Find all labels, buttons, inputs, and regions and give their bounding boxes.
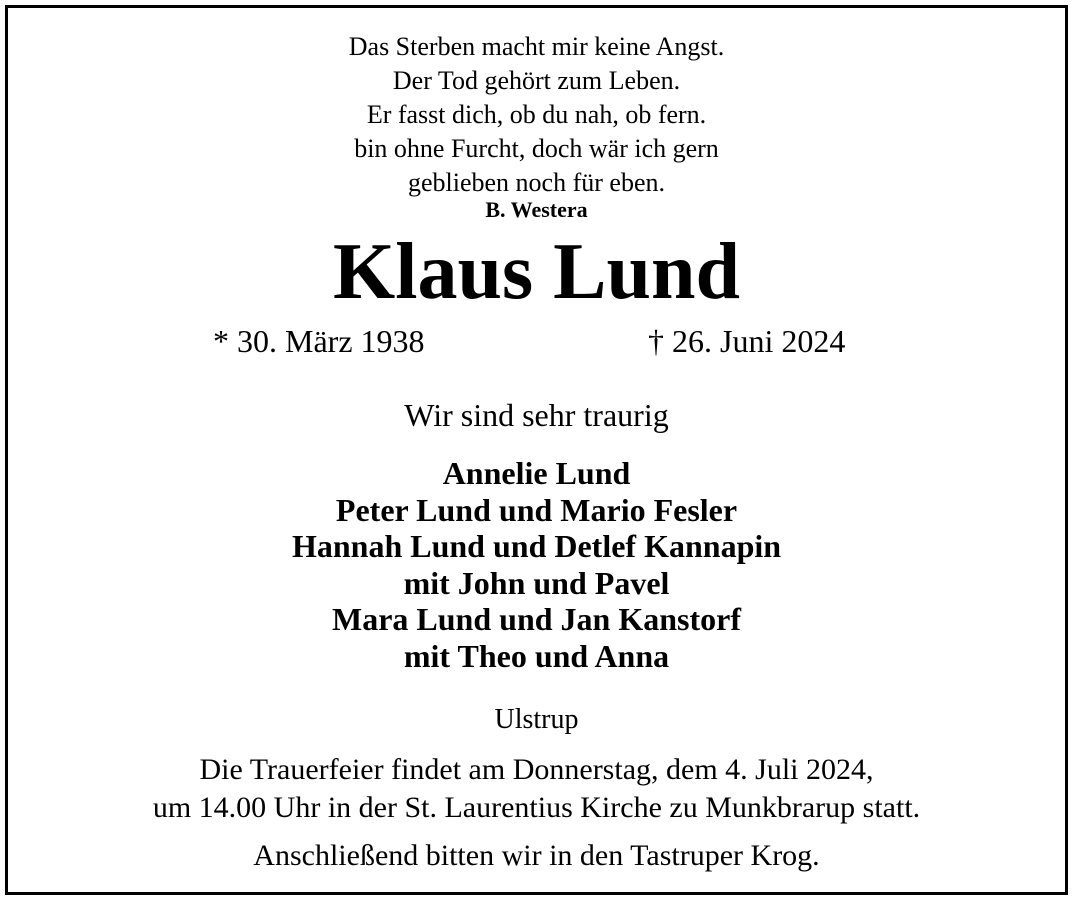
mourners-place: Ulstrup (494, 704, 579, 735)
deceased-name: Klaus Lund (333, 228, 740, 316)
mourner-name: Mara Lund und Jan Kanstorf (332, 601, 741, 637)
death-date: † 26. Juni 2024 (648, 323, 846, 359)
poem-line: Der Tod gehört zum Leben. (392, 66, 681, 95)
ceremony-info (0, 751, 1073, 827)
reception-note: Anschließend bitten wir in den Tastruper Krog. (253, 839, 820, 872)
poem-line: geblieben noch für eben. (407, 168, 665, 197)
mourner-name: mit Theo und Anna (403, 637, 670, 674)
mourner-name: Peter Lund und Mario Fesler (335, 491, 738, 528)
poem (0, 30, 1073, 200)
ceremony-line: Die Trauerfeier findet am Donnerstag, dem 4. Juli 2024, (199, 753, 874, 786)
mourners-intro: Wir sind sehr traurig (404, 397, 669, 433)
ceremony-line: um 14.00 Uhr in der St. Laurentius Kirche zu Munkbrarup statt. (152, 791, 921, 824)
mourner-name: Hannah Lund und Detlef Kannapin (291, 528, 782, 564)
poem-author: B. Westera (485, 197, 588, 222)
mourner-name: Annelie Lund (442, 455, 631, 491)
mourner-name: mit John und Pavel (403, 564, 670, 601)
poem-line: bin ohne Furcht, doch wär ich gern (354, 134, 719, 163)
birth-date: * 30. März 1938 (213, 323, 425, 359)
poem-line: Er fasst dich, ob du nah, ob fern. (366, 100, 707, 129)
poem-line: Das Sterben macht mir keine Angst. (348, 32, 725, 61)
mourners-list (0, 455, 1073, 674)
